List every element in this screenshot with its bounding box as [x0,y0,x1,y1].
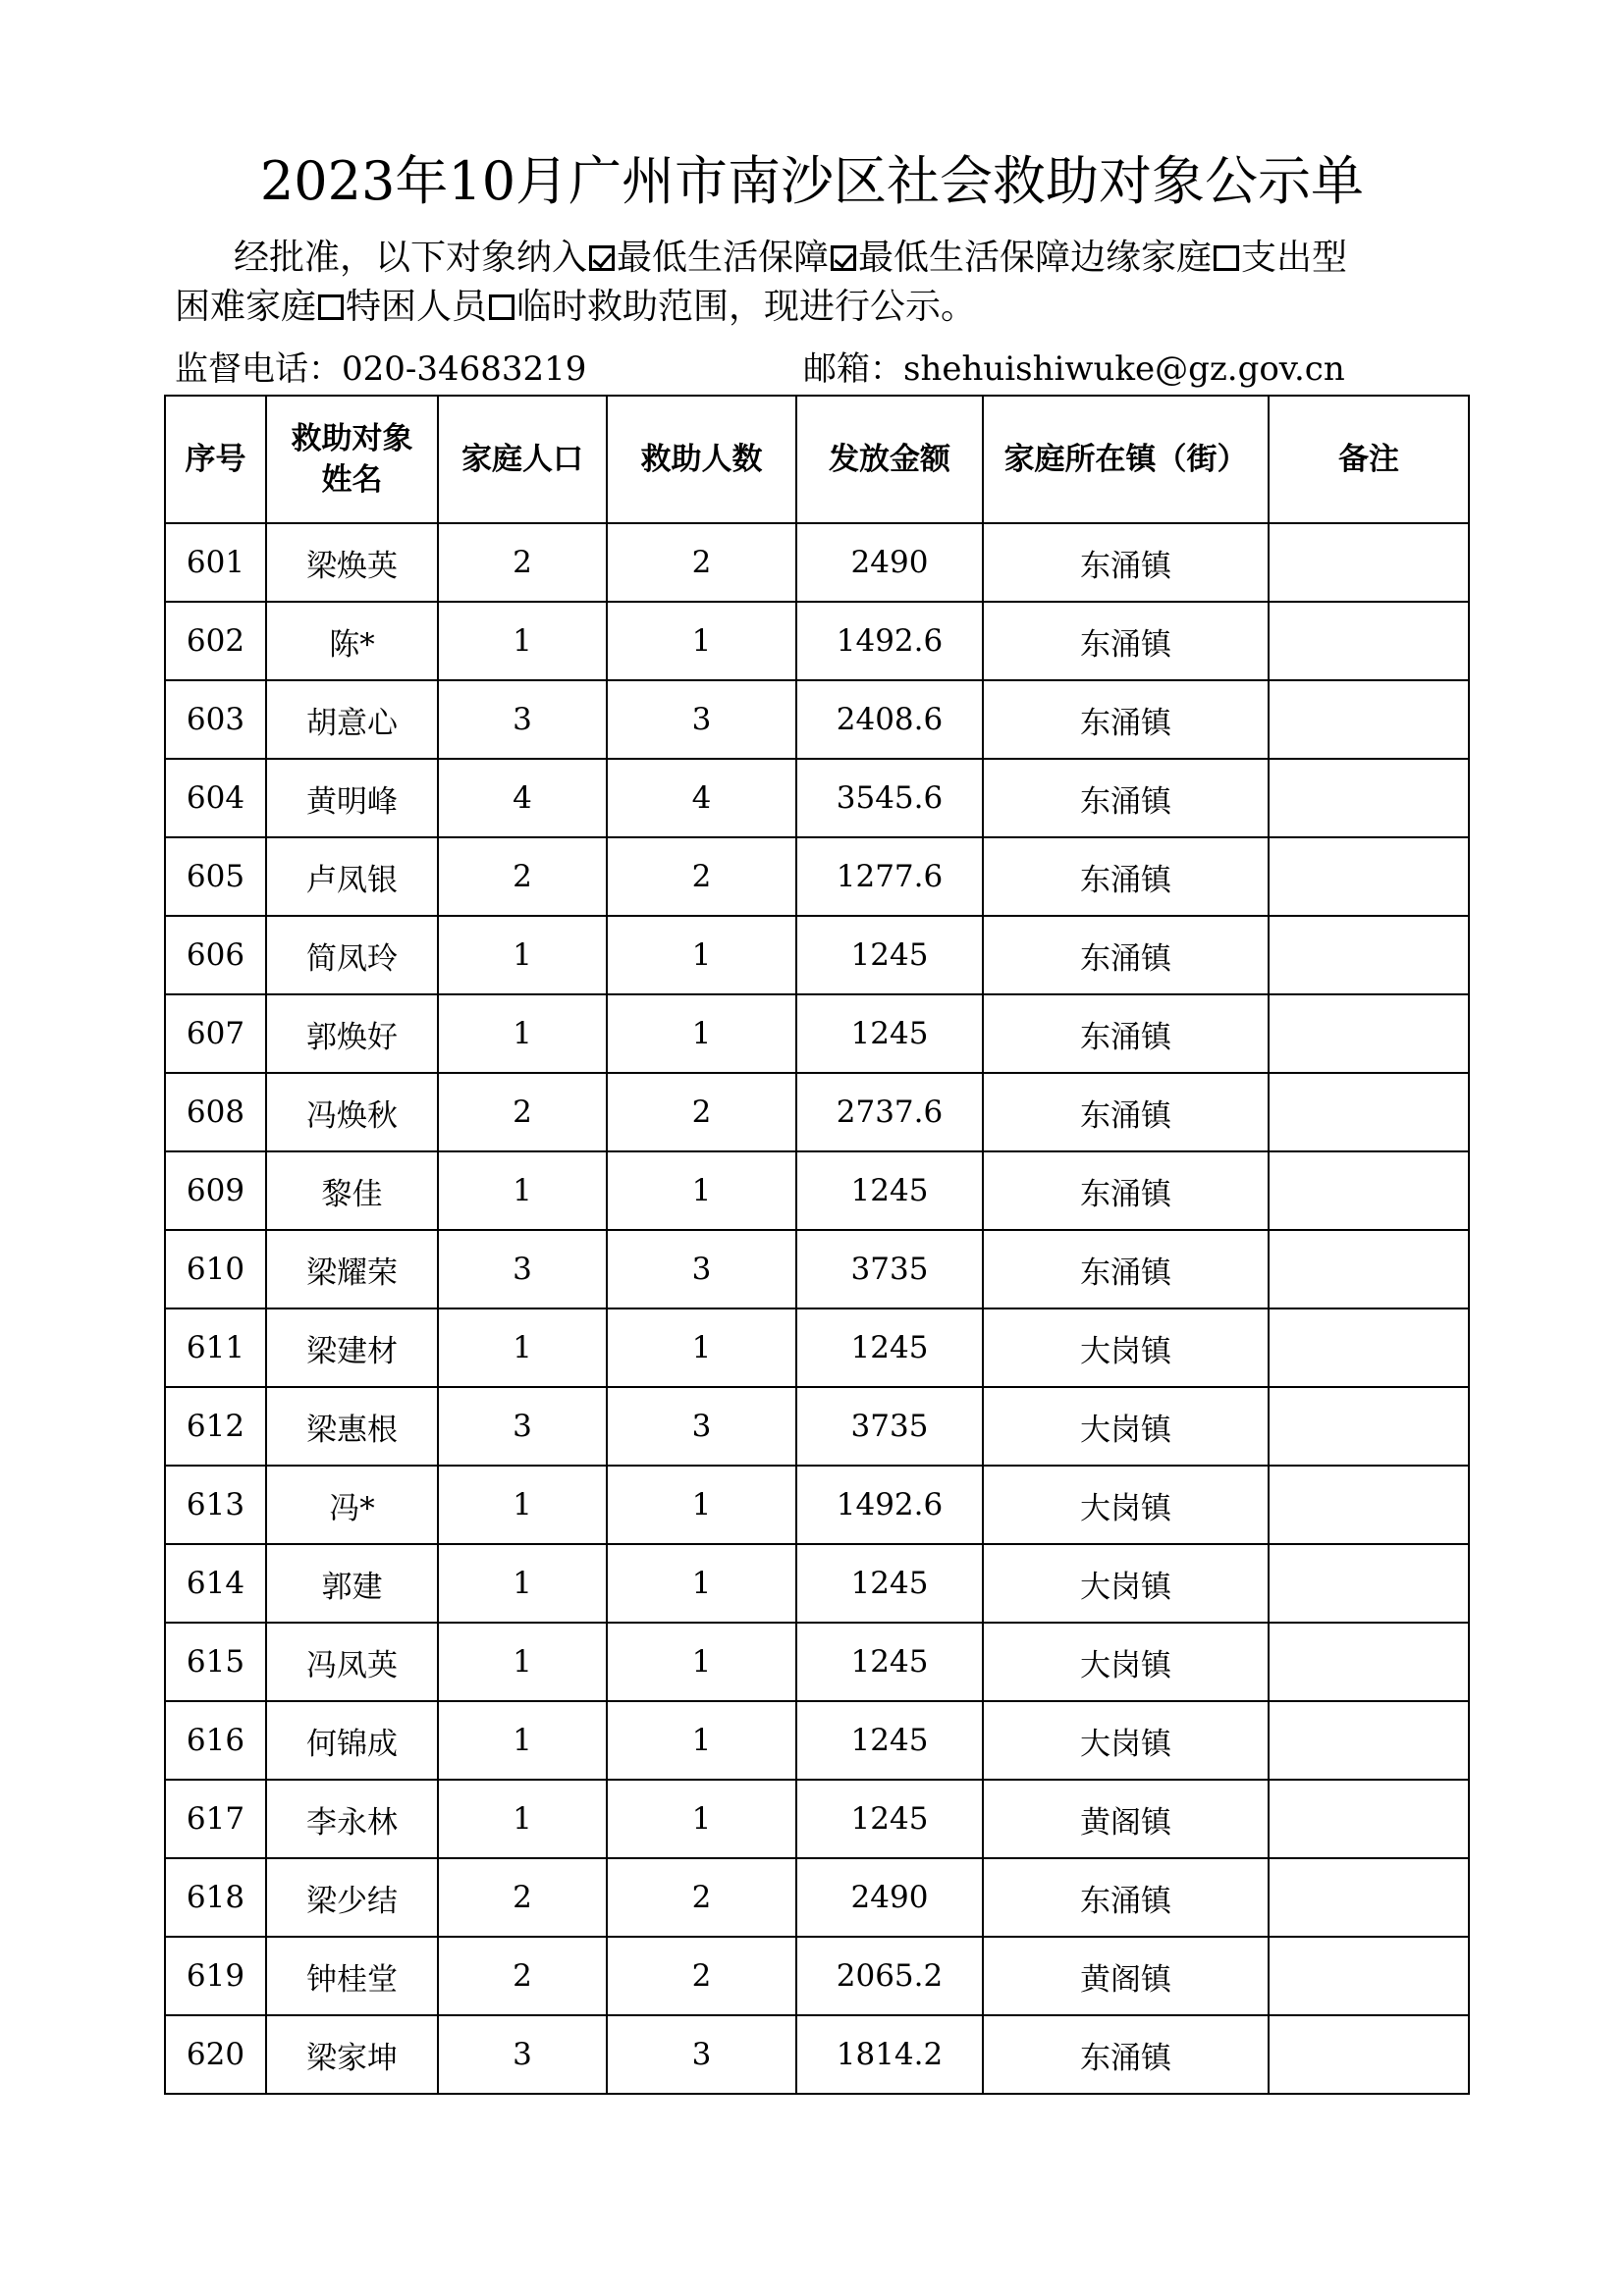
table-row [165,1308,1469,1387]
cell-remarks [1269,1466,1469,1544]
cell-town: 大岗镇 [983,1623,1269,1701]
header-aided-count: 救助人数 [607,396,796,523]
header-recipient-name: 救助对象 姓名 [266,396,438,523]
cell-remarks [1269,602,1469,680]
cell-index: 602 [165,602,266,680]
table-row [165,680,1469,759]
cell-index: 608 [165,1073,266,1151]
cell-aided-count: 2 [607,837,796,916]
cell-remarks [1269,1780,1469,1858]
cell-remarks [1269,1858,1469,1937]
cell-remarks [1269,523,1469,602]
header-remarks: 备注 [1269,396,1469,523]
cell-household-size: 1 [438,1623,607,1701]
cell-remarks [1269,1308,1469,1387]
table-row [165,1544,1469,1623]
cell-town: 东涌镇 [983,759,1269,837]
cell-aided-count: 2 [607,1073,796,1151]
intro-line-1 [175,234,1471,283]
cell-index: 612 [165,1387,266,1466]
cell-amount: 2408.6 [796,680,983,759]
table-row [165,1858,1469,1937]
cell-household-size: 1 [438,916,607,994]
cell-aided-count: 2 [607,1858,796,1937]
table-row [165,916,1469,994]
cell-remarks [1269,916,1469,994]
cell-index: 617 [165,1780,266,1858]
cell-aided-count: 1 [607,1151,796,1230]
supervision-phone: 监督电话：020-34683219 [175,349,587,389]
table-row [165,2015,1469,2094]
cell-household-size: 1 [438,1780,607,1858]
contact-line [175,346,1471,393]
cell-town: 东涌镇 [983,916,1269,994]
cell-amount: 2490 [796,1858,983,1937]
cell-amount: 1245 [796,1623,983,1701]
cell-name: 黄明峰 [266,759,438,837]
cell-amount: 2737.6 [796,1073,983,1151]
header-household-size: 家庭人口 [438,396,607,523]
cell-town: 大岗镇 [983,1308,1269,1387]
cell-household-size: 2 [438,837,607,916]
cell-aided-count: 1 [607,1308,796,1387]
table-row [165,1230,1469,1308]
cell-remarks [1269,837,1469,916]
cell-index: 618 [165,1858,266,1937]
cell-name: 梁少结 [266,1858,438,1937]
cell-town: 东涌镇 [983,1151,1269,1230]
cell-town: 黄阁镇 [983,1937,1269,2015]
cell-index: 619 [165,1937,266,2015]
cell-aided-count: 1 [607,994,796,1073]
cell-index: 607 [165,994,266,1073]
cell-household-size: 1 [438,1466,607,1544]
table-row [165,1623,1469,1701]
cell-household-size: 4 [438,759,607,837]
cell-remarks [1269,1230,1469,1308]
cell-aided-count: 1 [607,602,796,680]
cell-remarks [1269,759,1469,837]
cell-index: 610 [165,1230,266,1308]
cell-amount: 1245 [796,1151,983,1230]
cell-aided-count: 4 [607,759,796,837]
cell-name: 郭焕好 [266,994,438,1073]
header-amount: 发放金额 [796,396,983,523]
cell-aided-count: 3 [607,1230,796,1308]
cell-remarks [1269,1544,1469,1623]
cell-remarks [1269,994,1469,1073]
cell-amount: 2065.2 [796,1937,983,2015]
cell-aided-count: 1 [607,916,796,994]
table-body [165,523,1469,2094]
table-row [165,1937,1469,2015]
checkbox-icon [1214,245,1239,271]
cell-index: 604 [165,759,266,837]
cell-name: 冯* [266,1466,438,1544]
table-row [165,602,1469,680]
cell-name: 梁建材 [266,1308,438,1387]
cell-name: 陈* [266,602,438,680]
cell-index: 614 [165,1544,266,1623]
cell-name: 梁耀荣 [266,1230,438,1308]
cell-household-size: 1 [438,1151,607,1230]
cell-amount: 1814.2 [796,2015,983,2094]
cell-name: 郭建 [266,1544,438,1623]
cell-remarks [1269,2015,1469,2094]
checkbox-icon [489,294,514,320]
cell-amount: 1245 [796,1544,983,1623]
cell-remarks [1269,680,1469,759]
cell-aided-count: 3 [607,1387,796,1466]
option-label: 最低生活保障 [617,238,830,278]
cell-aided-count: 1 [607,1701,796,1780]
cell-household-size: 2 [438,1858,607,1937]
cell-household-size: 3 [438,1230,607,1308]
table-row [165,1780,1469,1858]
cell-household-size: 2 [438,1073,607,1151]
header-index: 序号 [165,396,266,523]
option-label: 支出型 [1241,238,1348,278]
cell-town: 东涌镇 [983,1230,1269,1308]
cell-town: 东涌镇 [983,1073,1269,1151]
cell-name: 简凤玲 [266,916,438,994]
cell-town: 东涌镇 [983,523,1269,602]
cell-town: 黄阁镇 [983,1780,1269,1858]
cell-remarks [1269,1151,1469,1230]
checkbox-icon [318,294,344,320]
cell-name: 梁焕英 [266,523,438,602]
option-label: 临时救助范围，现进行公示。 [516,287,977,327]
intro-continuation: 困难家庭 [175,287,317,327]
option-label: 特困人员 [346,287,488,327]
cell-aided-count: 1 [607,1780,796,1858]
recipient-table [164,395,1470,2095]
cell-name: 梁惠根 [266,1387,438,1466]
option-label: 最低生活保障边缘家庭 [858,238,1213,278]
cell-aided-count: 3 [607,2015,796,2094]
cell-household-size: 3 [438,1387,607,1466]
cell-amount: 3545.6 [796,759,983,837]
cell-index: 601 [165,523,266,602]
cell-amount: 1492.6 [796,1466,983,1544]
cell-index: 616 [165,1701,266,1780]
cell-aided-count: 3 [607,680,796,759]
cell-aided-count: 1 [607,1544,796,1623]
cell-amount: 1245 [796,1780,983,1858]
table-row [165,523,1469,602]
cell-amount: 1245 [796,916,983,994]
cell-name: 卢凤银 [266,837,438,916]
cell-name: 何锦成 [266,1701,438,1780]
table-row [165,1387,1469,1466]
cell-household-size: 2 [438,1937,607,2015]
cell-index: 603 [165,680,266,759]
cell-town: 东涌镇 [983,2015,1269,2094]
table-row [165,1466,1469,1544]
cell-remarks [1269,1387,1469,1466]
cell-household-size: 1 [438,1544,607,1623]
cell-aided-count: 1 [607,1466,796,1544]
cell-index: 606 [165,916,266,994]
table-row [165,837,1469,916]
cell-remarks [1269,1073,1469,1151]
cell-amount: 2490 [796,523,983,602]
cell-household-size: 2 [438,523,607,602]
cell-aided-count: 2 [607,523,796,602]
cell-name: 冯凤英 [266,1623,438,1701]
cell-name: 冯焕秋 [266,1073,438,1151]
checkbox-icon [831,245,856,271]
cell-town: 东涌镇 [983,994,1269,1073]
cell-remarks [1269,1623,1469,1701]
cell-index: 615 [165,1623,266,1701]
cell-amount: 1492.6 [796,602,983,680]
cell-index: 609 [165,1151,266,1230]
cell-aided-count: 1 [607,1623,796,1701]
cell-amount: 3735 [796,1230,983,1308]
cell-town: 东涌镇 [983,680,1269,759]
table-row [165,1073,1469,1151]
intro-paragraph [175,234,1471,332]
cell-amount: 1245 [796,1308,983,1387]
cell-name: 胡意心 [266,680,438,759]
cell-name: 黎佳 [266,1151,438,1230]
cell-household-size: 1 [438,1701,607,1780]
cell-town: 东涌镇 [983,602,1269,680]
cell-household-size: 1 [438,1308,607,1387]
cell-amount: 1245 [796,994,983,1073]
cell-town: 大岗镇 [983,1387,1269,1466]
cell-town: 东涌镇 [983,837,1269,916]
cell-remarks [1269,1937,1469,2015]
table-header-row [165,396,1469,523]
cell-household-size: 1 [438,602,607,680]
table-row [165,1151,1469,1230]
cell-town: 大岗镇 [983,1544,1269,1623]
checkbox-icon [589,245,615,271]
header-town: 家庭所在镇（街） [983,396,1269,523]
cell-name: 梁家坤 [266,2015,438,2094]
contact-email: 邮箱：shehuishiwuke@gz.gov.cn [803,349,1345,389]
cell-name: 李永林 [266,1780,438,1858]
intro-prefix: 经批准，以下对象纳入 [234,238,588,278]
cell-index: 605 [165,837,266,916]
cell-household-size: 3 [438,680,607,759]
cell-town: 大岗镇 [983,1466,1269,1544]
cell-household-size: 1 [438,994,607,1073]
cell-index: 613 [165,1466,266,1544]
cell-household-size: 3 [438,2015,607,2094]
cell-aided-count: 2 [607,1937,796,2015]
table-row [165,759,1469,837]
cell-town: 大岗镇 [983,1701,1269,1780]
cell-remarks [1269,1701,1469,1780]
cell-amount: 1245 [796,1701,983,1780]
cell-amount: 3735 [796,1387,983,1466]
intro-line-2 [175,283,1471,332]
cell-amount: 1277.6 [796,837,983,916]
cell-name: 钟桂堂 [266,1937,438,2015]
table-row [165,994,1469,1073]
table-row [165,1701,1469,1780]
cell-town: 东涌镇 [983,1858,1269,1937]
cell-index: 611 [165,1308,266,1387]
cell-index: 620 [165,2015,266,2094]
page-title: 2023年10月广州市南沙区社会救助对象公示单 [259,150,1365,212]
